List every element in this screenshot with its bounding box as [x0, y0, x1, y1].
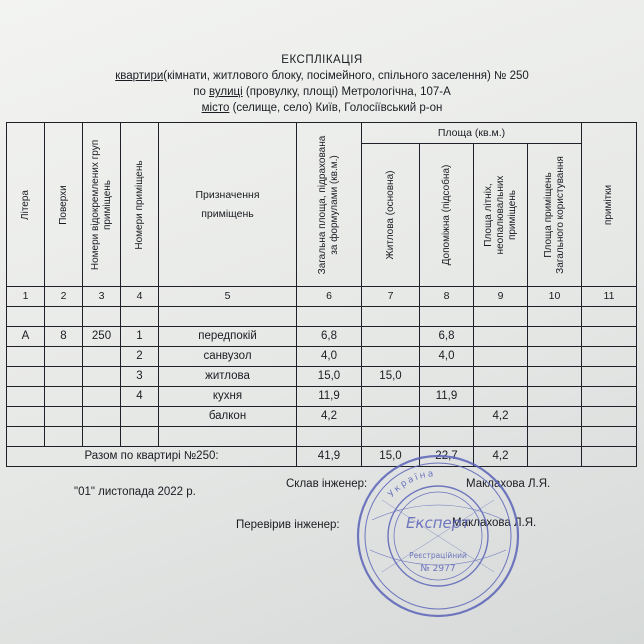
table-row — [7, 407, 637, 427]
apartment-line — [0, 70, 644, 82]
header-notes: примітки — [582, 123, 637, 287]
column-number: 6 — [297, 287, 362, 307]
column-number: 11 — [582, 287, 637, 307]
cell-floor — [45, 367, 83, 387]
cell-purpose: кухня — [159, 387, 297, 407]
cell-summer — [474, 367, 528, 387]
cell-room: 2 — [121, 347, 159, 367]
column-number: 1 — [7, 287, 45, 307]
cell-total: 11,9 — [297, 387, 362, 407]
column-number: 10 — [528, 287, 582, 307]
cell-aux: 11,9 — [420, 387, 474, 407]
header-floors: Поверхи — [45, 123, 83, 287]
header-room-numbers: Номери приміщень — [121, 123, 159, 287]
cell-summer: 4,2 — [474, 407, 528, 427]
cell-notes — [582, 407, 637, 427]
cell-living: 15,0 — [362, 367, 420, 387]
total-label: Разом по квартирі №250: — [7, 447, 297, 467]
official-stamp-icon — [352, 450, 524, 622]
spacer-row — [7, 307, 637, 327]
column-number: 5 — [159, 287, 297, 307]
stamp-top-text: Україна — [386, 468, 436, 500]
cell-common — [528, 327, 582, 347]
cell-purpose: санвузол — [159, 347, 297, 367]
table-row — [7, 367, 637, 387]
header-total-area: Загальна площа, підрахована за формулами (кв.м.) — [297, 123, 362, 287]
cell-group — [83, 347, 121, 367]
cell-total: 6,8 — [297, 327, 362, 347]
cell-group — [83, 407, 121, 427]
cell-purpose: житлова — [159, 367, 297, 387]
header-area-group: Площа (кв.м.) — [362, 123, 582, 144]
cell-room: 4 — [121, 387, 159, 407]
cell-summer — [474, 327, 528, 347]
total-summer-value: 4,2 — [474, 447, 528, 467]
cell-aux — [420, 367, 474, 387]
cell-common — [528, 387, 582, 407]
column-number: 2 — [45, 287, 83, 307]
cell-aux: 4,0 — [420, 347, 474, 367]
total-area-value: 41,9 — [297, 447, 362, 467]
cell-aux — [420, 407, 474, 427]
cell-notes — [582, 387, 637, 407]
cell-litera — [7, 387, 45, 407]
cell-purpose: передпокій — [159, 327, 297, 347]
street-line — [0, 86, 644, 98]
city-line — [0, 102, 644, 114]
cell-floor — [45, 347, 83, 367]
apartment-word: квартири — [115, 70, 164, 82]
header-purpose: Призначення приміщень — [159, 123, 297, 287]
cell-notes — [582, 367, 637, 387]
cell-floor — [45, 407, 83, 427]
cell-notes — [582, 327, 637, 347]
cell-aux: 6,8 — [420, 327, 474, 347]
cell-living — [362, 407, 420, 427]
stamp-center-text: Експерт — [405, 514, 471, 532]
checked-by-label: Перевірив інженер: — [236, 519, 340, 531]
cell-living — [362, 327, 420, 347]
cell-room — [121, 407, 159, 427]
header-common: Площа приміщень Загального користування — [528, 144, 582, 287]
column-number: 4 — [121, 287, 159, 307]
cell-total: 15,0 — [297, 367, 362, 387]
cell-notes — [582, 347, 637, 367]
column-number: 8 — [420, 287, 474, 307]
cell-summer — [474, 347, 528, 367]
cell-group — [83, 387, 121, 407]
cell-group — [83, 367, 121, 387]
apartment-details: (кімнати, житлового блоку, посімейного, спільного заселення) № 250 — [163, 70, 529, 82]
stamp-sub-text: Реєстраційний — [409, 551, 467, 560]
cell-group: 250 — [83, 327, 121, 347]
total-notes-value — [582, 447, 637, 467]
street-prefix: по — [193, 86, 210, 98]
cell-litera — [7, 367, 45, 387]
document-date: "01" листопада 2022 р. — [74, 486, 196, 498]
street-word: вулиці — [209, 86, 243, 98]
total-common-value — [528, 447, 582, 467]
cell-total: 4,2 — [297, 407, 362, 427]
spacer-row — [7, 427, 637, 447]
header-group-numbers: Номери відокремлених груп приміщень — [83, 123, 121, 287]
cell-room: 1 — [121, 327, 159, 347]
compiled-by-name: Маклахова Л.Я. — [466, 478, 551, 490]
table-row — [7, 387, 637, 407]
street-details: (провулку, площі) Метрологічна, 107-А — [242, 86, 451, 98]
column-number: 9 — [474, 287, 528, 307]
column-number: 3 — [83, 287, 121, 307]
cell-floor — [45, 387, 83, 407]
total-living-value: 15,0 — [362, 447, 420, 467]
cell-litera — [7, 407, 45, 427]
cell-living — [362, 347, 420, 367]
table-row — [7, 347, 637, 367]
header-litera: Літера — [7, 123, 45, 287]
cell-summer — [474, 387, 528, 407]
explication-table — [6, 122, 637, 467]
cell-common — [528, 407, 582, 427]
document-title: ЕКСПЛІКАЦІЯ — [281, 54, 363, 66]
cell-common — [528, 347, 582, 367]
cell-total: 4,0 — [297, 347, 362, 367]
cell-room: 3 — [121, 367, 159, 387]
header-summer: Площа літніх, неопалювальних приміщень — [474, 144, 528, 287]
cell-living — [362, 387, 420, 407]
cell-floor: 8 — [45, 327, 83, 347]
cell-purpose: балкон — [159, 407, 297, 427]
checked-by-name: Маклахова Л.Я. — [452, 517, 537, 529]
header-living: Житлова (основна) — [362, 144, 420, 287]
svg-text:Україна — [387, 469, 436, 500]
city-word: місто — [201, 102, 230, 114]
total-aux-value: 22,7 — [420, 447, 474, 467]
compiled-by-label: Склав інженер: — [286, 478, 368, 490]
total-row — [7, 447, 637, 467]
column-numbers-row — [7, 287, 637, 307]
cell-common — [528, 367, 582, 387]
column-number: 7 — [362, 287, 420, 307]
header-auxiliary: Допоміжна (підсобна) — [420, 144, 474, 287]
cell-litera: А — [7, 327, 45, 347]
city-details: (селище, село) Київ, Голосіївський р-он — [229, 102, 443, 114]
stamp-number: № 2977 — [420, 564, 456, 574]
table-row — [7, 327, 637, 347]
cell-litera — [7, 347, 45, 367]
